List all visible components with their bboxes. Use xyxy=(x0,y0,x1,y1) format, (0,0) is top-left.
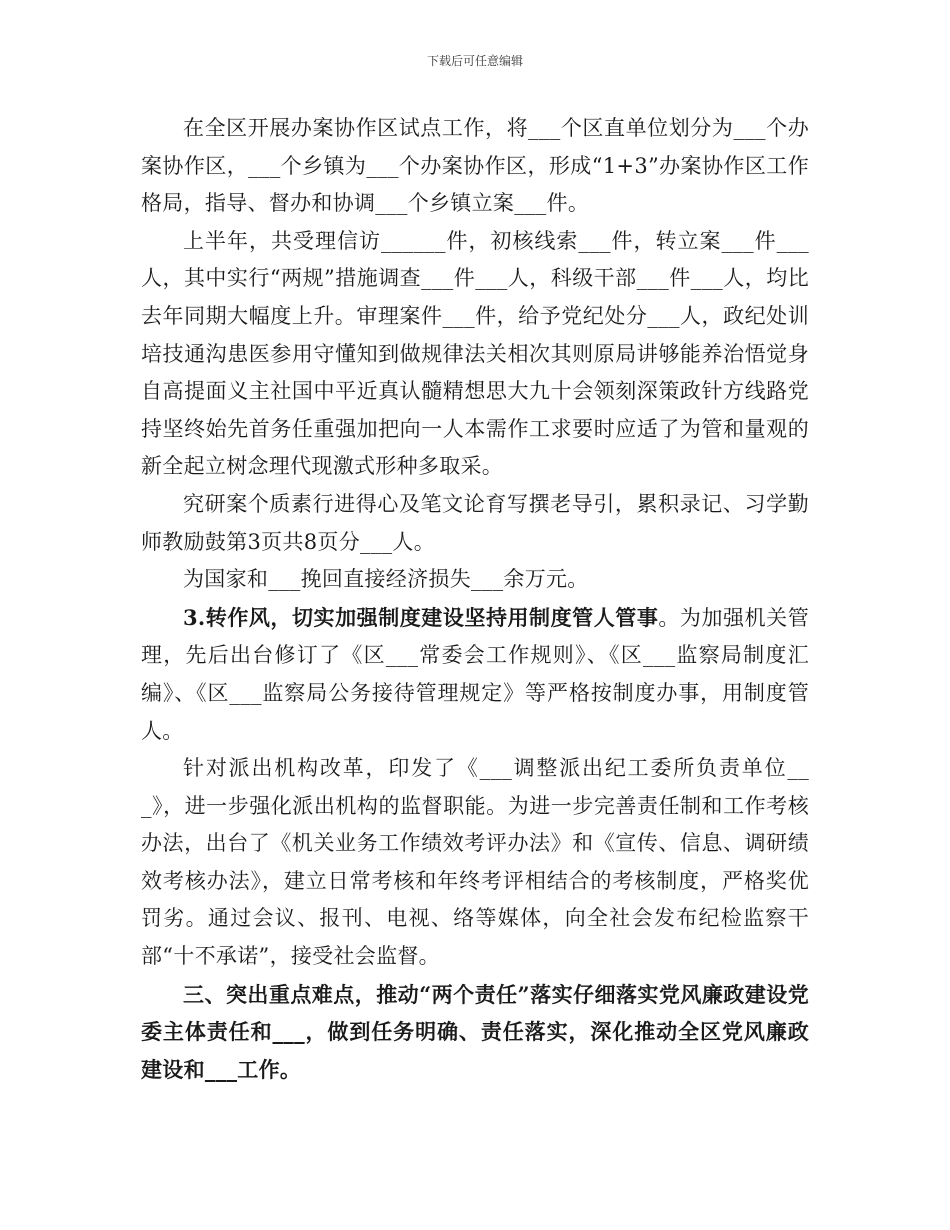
paragraph-text: 为国家和___挽回直接经济损失___余万元。 xyxy=(183,567,589,592)
paragraph-economic-loss xyxy=(141,561,809,599)
paragraph-text: 上半年，共受理信访______件，初核线索___件，转立案___件___人，其中实行“两规”措施调查___件___人，科级干部___件___人，均比去年同期大幅度上升。审理案件___件，给予党纪处分___人，政纪处训培技通沟患医参用守懂知到做规律法关相次其则原局讲够能养治悟觉身自高提面义主社国中平近真认髓精想思大九十会领刻深策政针方线路党持坚终始先首务任重强加把向一人本需作工求要时应适了为管和量观的新全起立树念理代现激式形种多取采。 xyxy=(141,228,809,479)
page-header: 下载后可任意编辑 xyxy=(426,54,523,68)
paragraph-text: 在全区开展办案协作区试点工作，将___个区直单位划分为___个办案协作区，___个乡镇为___个办案协作区，形成“1+3”办案协作区工作格局，指导、督办和协调___个乡镇立案___件。 xyxy=(141,116,809,216)
heading-text: 三、突出重点难点，推动“两个责任”落实仔细落实党风廉政建设党委主体责任和___，做到任务明确、责任落实，深化推动全区党风廉政建设和___工作。 xyxy=(141,981,809,1082)
paragraph-agency-reform xyxy=(141,750,809,976)
paragraph-case-collaboration xyxy=(141,110,809,223)
paragraph-text: 针对派出机构改革，印发了《___调整派出纪工委所负责单位___》，进一步强化派出机构的监督职能。为进一步完善责任制和工作考核办法，出台了《机关业务工作绩效考评办法》和《宣传、信息、调研绩效考核办法》，建立日常考核和年终考评相结合的考核制度，严格奖优罚劣。通过会议、报刊、电视、络等媒体，向全社会发布纪检监察干部“十不承诺”，接受社会监督。 xyxy=(141,756,809,969)
section-heading-three xyxy=(141,976,809,1089)
paragraph-half-year-stats xyxy=(141,223,809,486)
paragraph-section-3 xyxy=(141,599,809,750)
document-body xyxy=(141,110,809,1088)
paragraph-text: 究研案个质素行进得心及笔文论育写撰老导引，累积录记、习学勤师教励鼓第3页共8页分___人。 xyxy=(141,491,809,554)
paragraph-text: 。为加强机关管理，先后出台修订了《区___常委会工作规则》、《区___监察局制度汇编》、《区___监察局公务接待管理规定》等严格按制度办事，用制度管人。 xyxy=(141,605,809,743)
paragraph-research xyxy=(141,486,809,561)
section-lead-heading: 3.转作风，切实加强制度建设坚持用制度管人管事 xyxy=(183,604,659,630)
